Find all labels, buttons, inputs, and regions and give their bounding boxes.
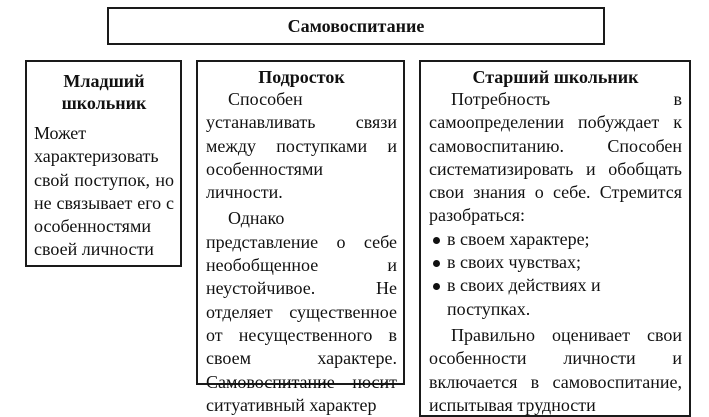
bullet-icon — [433, 260, 440, 267]
teenager-text-2: Однако представление о себе необобщенное и неустойчивое. Не отделяет существенное от несущественного в своем характере. Самовоспитание носит ситуативный характер — [206, 208, 397, 415]
teenager-text-1: Способен устанавливать связи между поступками и особенностями личности. — [206, 89, 397, 203]
list-item: в своих чувствах; — [429, 251, 682, 274]
teenager-title: Подросток — [258, 67, 345, 87]
bullet-icon — [433, 237, 440, 244]
senior-schoolchild-outro: Правильно оценивает свои особенности личности и включается в самовоспитание, испытывая трудности — [429, 324, 682, 415]
junior-schoolchild-title: Младший школьник — [61, 71, 147, 113]
teenager-box — [196, 60, 405, 415]
junior-schoolchild-box — [25, 60, 182, 267]
senior-schoolchild-title: Старший школьник — [472, 67, 639, 87]
diagram-title: Самовоспитание — [287, 15, 425, 36]
senior-schoolchild-list — [429, 228, 682, 321]
list-item: в своем характере; — [429, 228, 682, 251]
list-item: в своих действиях и поступках. — [429, 274, 682, 321]
senior-schoolchild-box — [419, 60, 691, 417]
junior-schoolchild-text: Может характеризовать свой поступок, но не связывает его с особенностями своей личности — [34, 123, 174, 260]
bullet-icon — [433, 283, 440, 290]
diagram-title-box — [107, 7, 605, 45]
senior-schoolchild-intro: Потребность в самоопределении побуждает к самовоспитанию. Способен систематизировать и обобщать свои знания о себе. Стремится разобраться: — [429, 89, 682, 226]
